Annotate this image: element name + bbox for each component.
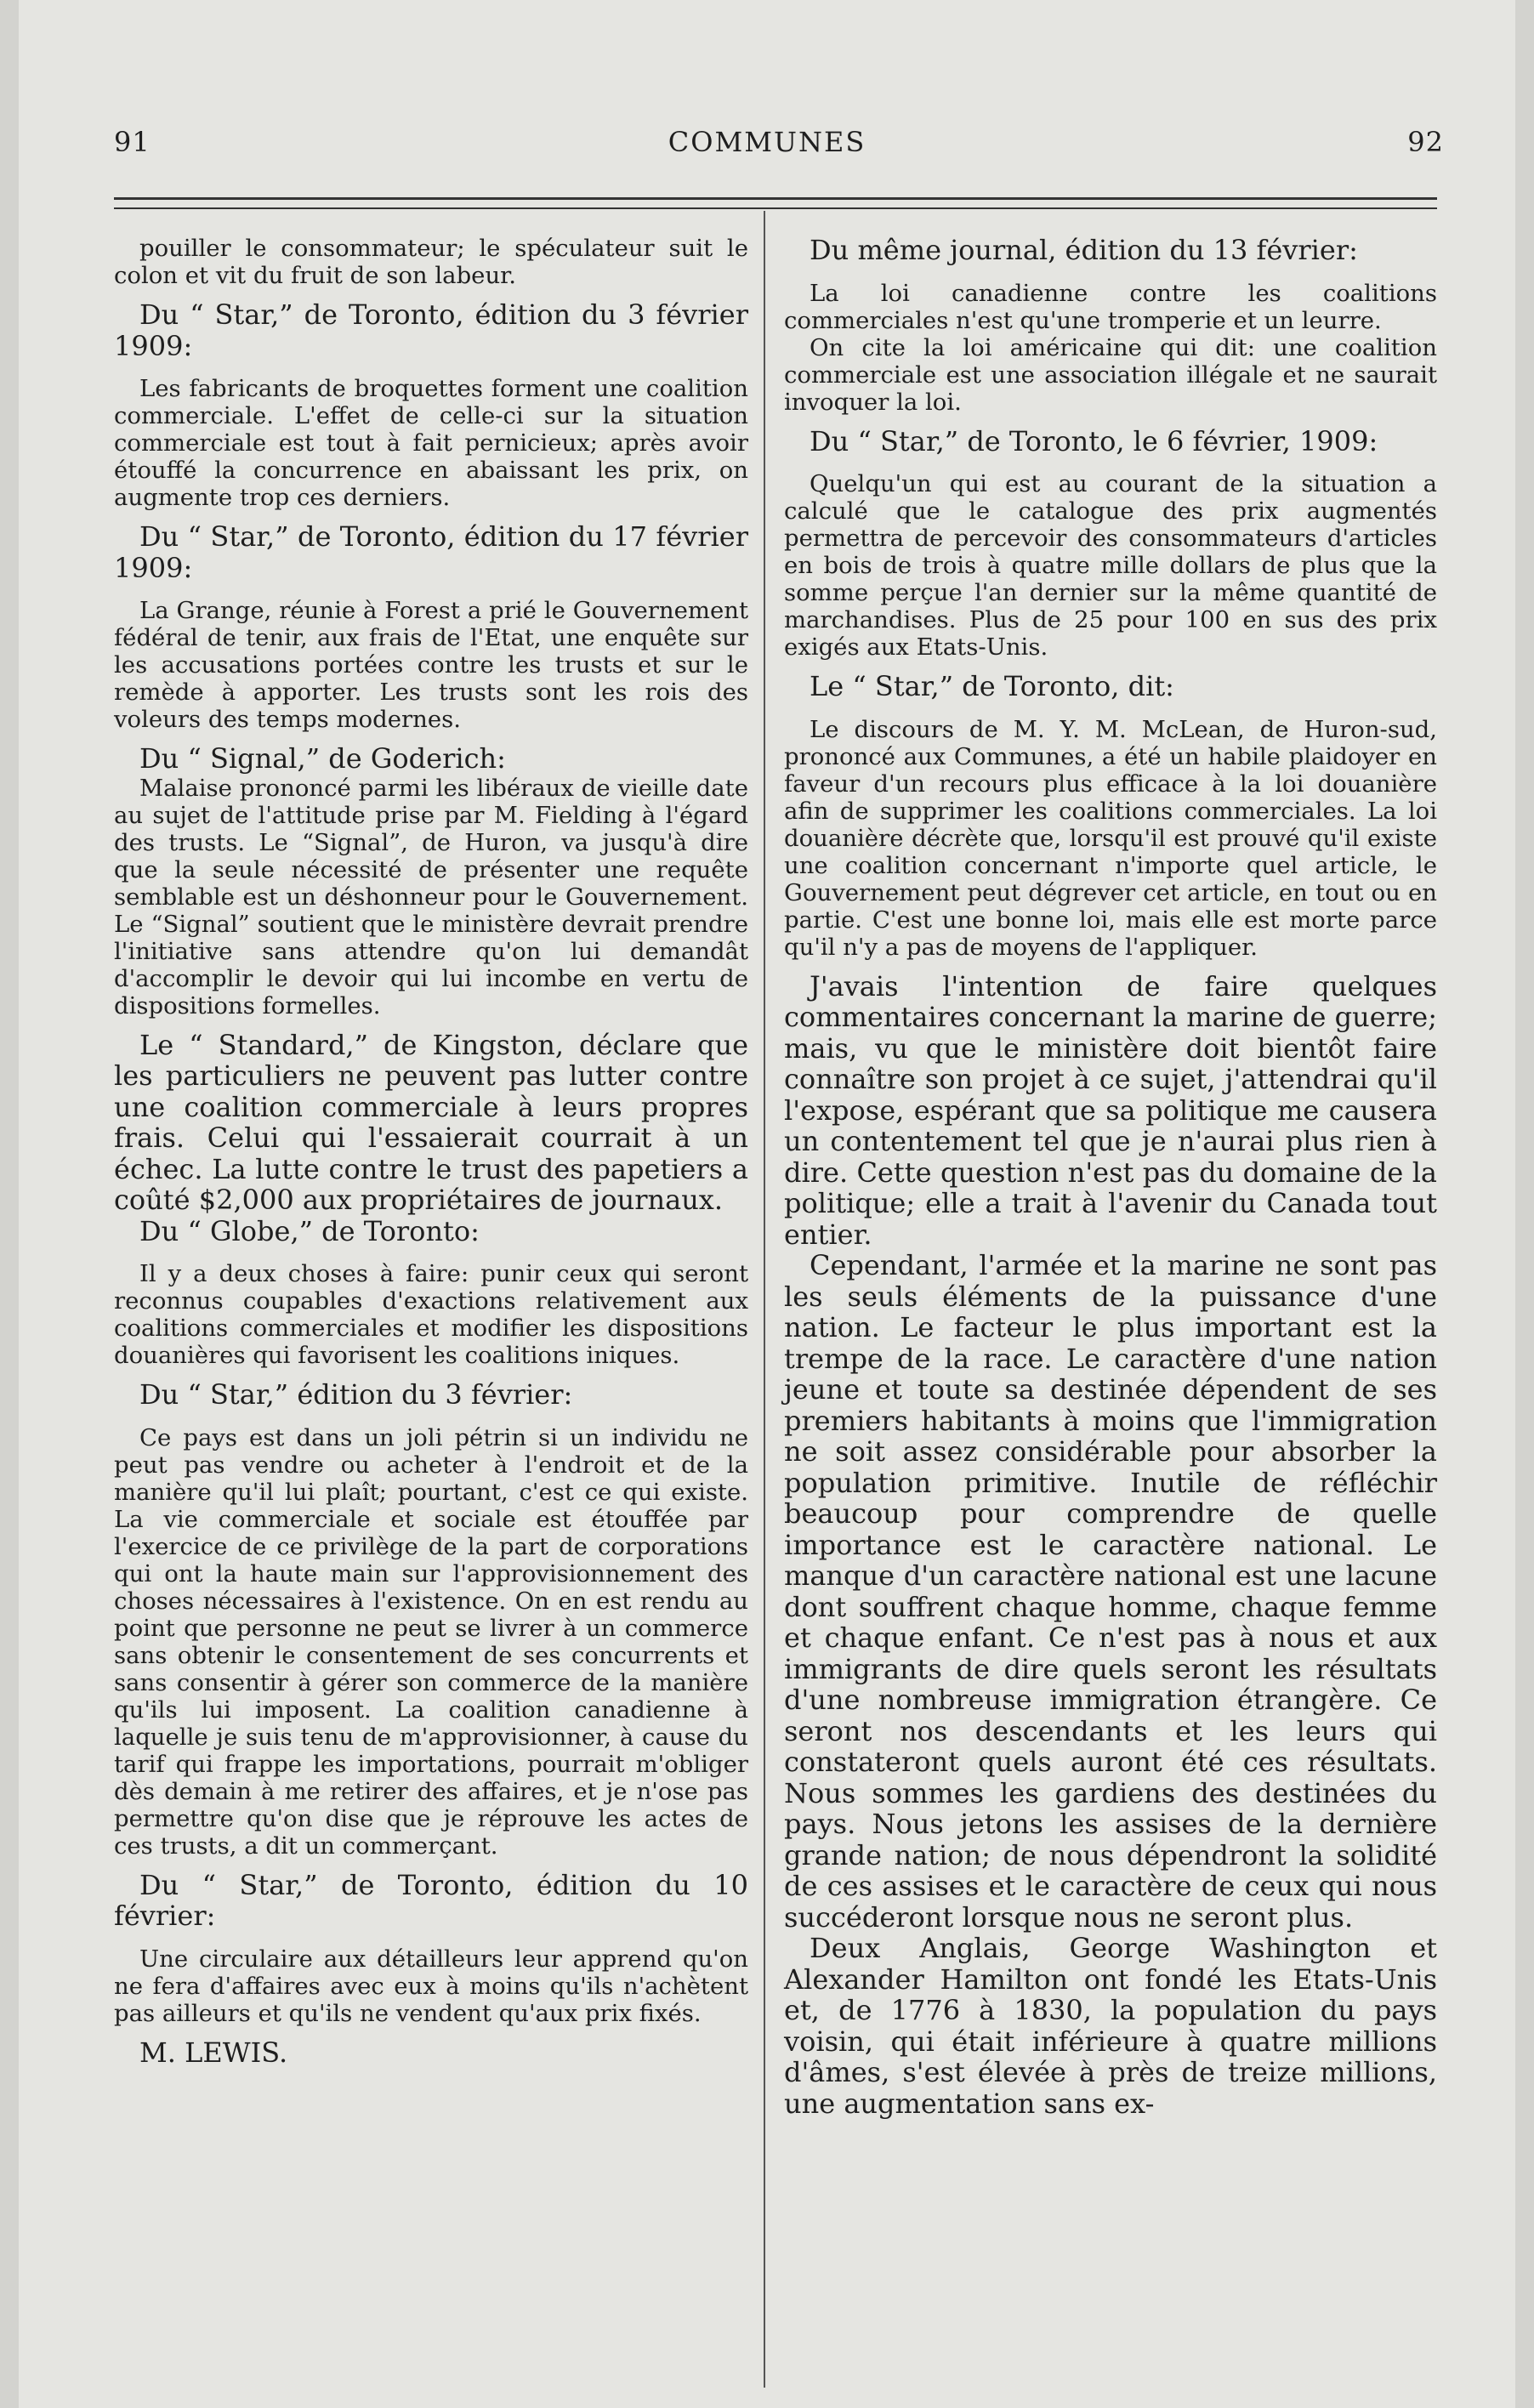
page-number-right: 92 [1407, 126, 1444, 158]
quote-source-heading: Du “ Globe,” de Toronto: [139, 1214, 480, 1247]
header-rule [114, 197, 1437, 200]
quotation: Les fabricants de broquettes forment une coalition commerciale. L'effet de celle-ci sur la situation commerciale est tout à fait pernicieux; après avoir étouffé la concurrence en abaissant les prix, on augmente trop ces derniers. [114, 375, 748, 511]
left-column [114, 235, 748, 2068]
quotation: Il y a deux choses à faire: punir ceux qui seront reconnus coupables d'exactions relativement aux coalitions commerciales et modifier les dispositions douanières qui favorisent les coalitions iniques. [114, 1260, 748, 1369]
quotation: Malaise prononcé parmi les libéraux de vieille date au sujet de l'attitude prise par M. Fielding à l'égard des trusts. Le “Signal”, de Huron, va jusqu'à dire que la seule nécessité de présenter une requête semblable est un déshonneur pour le Gouvernement. Le “Signal” soutient que le ministère devrait prendre l'initiative sans attendre qu'on lui demandât d'accomplir le devoir qui lui incombe en vertu de dispositions formelles. [114, 774, 748, 1019]
quote-source-heading: Du “ Star,” de Toronto, le 6 février, 1909: [810, 424, 1378, 457]
quote-source-heading: Du “ Star,” de Toronto, édition du 3 février 1909: [114, 298, 748, 362]
quotation: On cite la loi américaine qui dit: une coalition commerciale est une association illégale et ne saurait invoquer la loi. [784, 333, 1437, 416]
paragraph: J'avais l'intention de faire quelques commentaires concernant la marine de guerre; mais, vu que le ministère doit bientôt faire connaître son projet à ce sujet, j'attendrai qu'il l'expose, espérant que sa politique me causera un contentement tel que je n'aurai plus rien à dire. Cette question n'est pas du domaine de la politique; elle a trait à l'avenir du Canada tout entier. [784, 969, 1437, 1251]
quotation: Ce pays est dans un joli pétrin si un individu ne peut pas vendre ou acheter à l'endroit et de la manière qu'il lui plaît; pourtant, c'est ce qui existe. La vie commerciale et sociale est étouffée par l'exercice de ce privilège de la part de corporations qui ont la haute main sur l'approvisionnement des choses nécessaires à l'existence. On en est rendu au point que personne ne peut se livrer à un commerce sans obtenir le consentement de ses concurrents et sans consentir à gérer son commerce de la manière qu'ils lui imposent. La coalition canadienne à laquelle je suis tenu de m'approvisionner, à cause du tarif qui frappe les importations, pourrait m'obliger dès demain à me retirer des affaires, et je n'ose pas permettre qu'on dise que je réprouve les actes de ces trusts, a dit un commerçant. [114, 1423, 748, 1860]
speaker-name: M. LEWIS. [139, 2036, 288, 2069]
quote-source-heading: Du “ Signal,” de Goderich: [139, 742, 506, 775]
quotation: Quelqu'un qui est au courant de la situation a calculé que le catalogue des prix augmentés permettra de percevoir des consommateurs d'articles en bois de trois à quatre mille dollars de plus que la somme perçue l'an dernier sur la même quantité de marchandises. Plus de 25 pour 100 en sus des prix exigés aux Etats-Unis. [784, 470, 1437, 661]
column-divider [764, 211, 765, 2388]
quotation: La loi canadienne contre les coalitions commerciales n'est qu'une tromperie et un leurre. [784, 279, 1437, 334]
right-column [784, 235, 1437, 2119]
quote-source-heading: Du “ Star,” édition du 3 février: [139, 1378, 573, 1411]
page-number-left: 91 [114, 126, 151, 158]
quote-source-heading: Du “ Star,” de Toronto, édition du 17 février 1909: [114, 520, 748, 584]
quote-source-heading: Le “ Star,” de Toronto, dit: [810, 670, 1174, 702]
header-rule [114, 207, 1437, 209]
quotation: Le discours de M. Y. M. McLean, de Huron-sud, prononcé aux Communes, a été un habile plaidoyer en faveur d'un recours plus efficace à la loi douanière afin de supprimer les coalitions commerciales. La loi douanière décrète que, lorsqu'il est prouvé qu'il existe une coalition concernant n'importe quel article, le Gouvernement peut dégrever cet article, en tout ou en partie. C'est une bonne loi, mais elle est morte parce qu'il n'y a pas de moyens de l'appliquer. [784, 715, 1437, 961]
quote-source-heading: Du “ Star,” de Toronto, édition du 10 février: [114, 1868, 748, 1932]
page [19, 0, 1515, 2408]
running-title: COMMUNES [668, 126, 866, 158]
paragraph: Cependant, l'armée et la marine ne sont pas les seuls éléments de la puissance d'une nation. Le facteur le plus important est la trempe de la race. Le caractère d'une nation jeune et toute sa destinée dépendent de ses premiers habitants à moins que l'immigration ne soit assez considérable pour absorber la population primitive. Inutile de réfléchir beaucoup pour comprendre de quelle importance est le caractère national. Le manque d'un caractère national est une lacune dont souffrent chaque homme, chaque femme et chaque enfant. Ce n'est pas à nous et aux immigrants de dire quels seront les résultats d'une nombreuse immigration étrangère. Ce seront nos descendants et les leurs qui constateront quels auront été ces résultats. Nous sommes les gardiens des destinées du pays. Nous jetons les assises de la dernière grande nation; de nous dépendront la solidité de ces assises et le caractère de ceux qui nous succéderont lorsque nous ne seront plus. [784, 1249, 1437, 1934]
quotation: La Grange, réunie à Forest a prié le Gouvernement fédéral de tenir, aux frais de l'Etat, une enquête sur les accusations portées contre les trusts et sur le remède à apporter. Les trusts sont les rois des voleurs des temps modernes. [114, 597, 748, 733]
quotation: Une circulaire aux détailleurs leur apprend qu'on ne fera d'affaires avec eux à moins qu'ils n'achètent pas ailleurs et qu'ils ne vendent qu'aux prix fixés. [114, 1945, 748, 2027]
paragraph: Deux Anglais, George Washington et Alexander Hamilton ont fondé les Etats-Unis et, de 1776 à 1830, la population du pays voisin, qui était inférieure à quatre millions d'âmes, s'est élevée à près de treize millions, une augmentation sans ex- [784, 1932, 1437, 2120]
paragraph: pouiller le consommateur; le spéculateur suit le colon et vit du fruit de son labeur. [114, 235, 748, 289]
quote-source-heading: Du même journal, édition du 13 février: [810, 234, 1358, 266]
paragraph: Le “ Standard,” de Kingston, déclare que les particuliers ne peuvent pas lutter contre une coalition commerciale à leurs propres frais. Celui qui l'essaierait courrait à un échec. La lutte contre le trust des papetiers a coûté $2,000 aux propriétaires de journaux. [114, 1028, 748, 1216]
